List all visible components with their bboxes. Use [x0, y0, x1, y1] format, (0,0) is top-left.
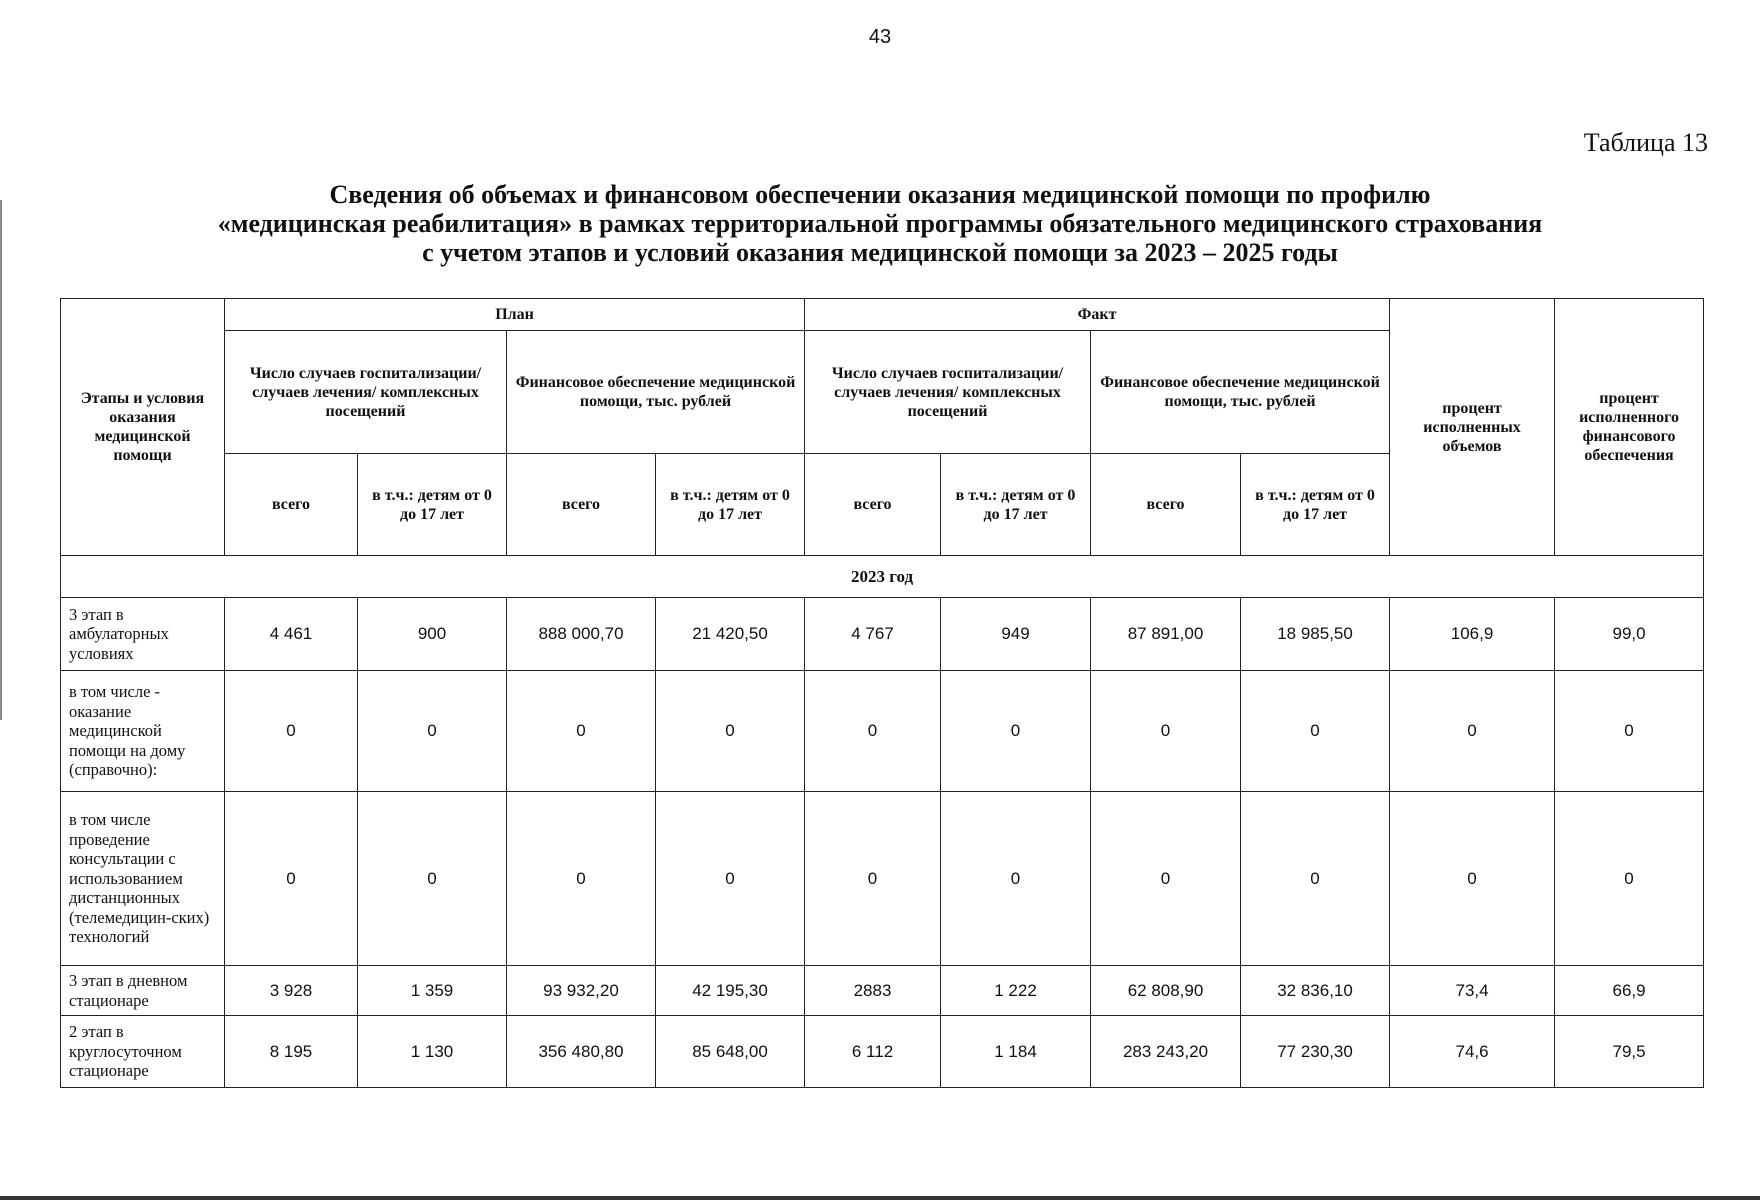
value-cell: 21 420,50 [656, 598, 805, 671]
table-row [61, 792, 1704, 966]
value-cell: 0 [507, 671, 656, 792]
title-line: Сведения об объемах и финансовом обеспечении оказания медицинской помощи по профилю [329, 180, 1431, 209]
value-cell: 87 891,00 [1091, 598, 1241, 671]
page-number: 43 [868, 26, 892, 48]
value-cell: 66,9 [1555, 966, 1704, 1016]
value-cell: 0 [941, 792, 1091, 966]
value-cell: 1 130 [358, 1016, 507, 1088]
title-line: с учетом этапов и условий оказания медицинской помощи за 2023 – 2025 годы [422, 238, 1338, 267]
value-cell: 0 [1555, 792, 1704, 966]
header-children: в т.ч.: детям от 0 до 17 лет [941, 454, 1091, 556]
value-cell: 0 [1390, 792, 1555, 966]
value-cell: 18 985,50 [1241, 598, 1390, 671]
table-row [61, 966, 1704, 1016]
value-cell: 106,9 [1390, 598, 1555, 671]
value-cell: 79,5 [1555, 1016, 1704, 1088]
header-children: в т.ч.: детям от 0 до 17 лет [656, 454, 805, 556]
value-cell: 949 [941, 598, 1091, 671]
value-cell: 1 222 [941, 966, 1091, 1016]
value-cell: 93 932,20 [507, 966, 656, 1016]
header-fact-finance: Финансовое обеспечение медицинской помощи, тыс. рублей [1091, 331, 1390, 454]
stage-cell: 2 этап в круглосуточном стационаре [61, 1016, 225, 1088]
table-label: Таблица 13 [1583, 128, 1708, 157]
year-row: 2023 год [61, 556, 1704, 598]
value-cell: 8 195 [225, 1016, 358, 1088]
header-percent-volume: процент исполненных объемов [1390, 299, 1555, 556]
header-total: всего [507, 454, 656, 556]
value-cell: 0 [358, 792, 507, 966]
value-cell: 3 928 [225, 966, 358, 1016]
header-fact-cases: Число случаев госпитализации/ случаев лечения/ комплексных посещений [805, 331, 1091, 454]
stage-cell: 3 этап в дневном стационаре [61, 966, 225, 1016]
header-fact: Факт [805, 299, 1390, 331]
table-row [61, 598, 1704, 671]
value-cell: 32 836,10 [1241, 966, 1390, 1016]
value-cell: 0 [358, 671, 507, 792]
value-cell: 900 [358, 598, 507, 671]
table-header [61, 299, 1704, 598]
value-cell: 0 [1555, 671, 1704, 792]
rehabilitation-table [60, 298, 1704, 1088]
value-cell: 73,4 [1390, 966, 1555, 1016]
value-cell: 77 230,30 [1241, 1016, 1390, 1088]
table-row [61, 1016, 1704, 1088]
value-cell: 888 000,70 [507, 598, 656, 671]
header-stages: Этапы и условия оказания медицинской помощи [61, 299, 225, 556]
stage-cell: 3 этап в амбулаторных условиях [61, 598, 225, 671]
header-children: в т.ч.: детям от 0 до 17 лет [1241, 454, 1390, 556]
value-cell: 42 195,30 [656, 966, 805, 1016]
bottom-rule [0, 1196, 1760, 1200]
value-cell: 1 184 [941, 1016, 1091, 1088]
value-cell: 0 [1241, 792, 1390, 966]
value-cell: 6 112 [805, 1016, 941, 1088]
value-cell: 0 [805, 792, 941, 966]
value-cell: 0 [1390, 671, 1555, 792]
stage-cell: в том числе - оказание медицинской помощи на дому (справочно): [61, 671, 225, 792]
document-title [110, 180, 1650, 267]
value-cell: 74,6 [1390, 1016, 1555, 1088]
table-body [61, 598, 1704, 1088]
title-line: «медицинская реабилитация» в рамках территориальной программы обязательного медицинского страхования [217, 209, 1543, 238]
header-total: всего [225, 454, 358, 556]
value-cell: 283 243,20 [1091, 1016, 1241, 1088]
value-cell: 62 808,90 [1091, 966, 1241, 1016]
header-plan-cases: Число случаев госпитализации/ случаев лечения/ комплексных посещений [225, 331, 507, 454]
value-cell: 0 [656, 792, 805, 966]
value-cell: 0 [656, 671, 805, 792]
value-cell: 0 [1091, 671, 1241, 792]
value-cell: 85 648,00 [656, 1016, 805, 1088]
value-cell: 1 359 [358, 966, 507, 1016]
value-cell: 0 [1241, 671, 1390, 792]
value-cell: 0 [225, 671, 358, 792]
header-children: в т.ч.: детям от 0 до 17 лет [358, 454, 507, 556]
value-cell: 4 461 [225, 598, 358, 671]
scan-edge [0, 200, 2, 720]
value-cell: 0 [507, 792, 656, 966]
value-cell: 0 [225, 792, 358, 966]
value-cell: 0 [941, 671, 1091, 792]
value-cell: 0 [1091, 792, 1241, 966]
value-cell: 2883 [805, 966, 941, 1016]
header-plan: План [225, 299, 805, 331]
value-cell: 99,0 [1555, 598, 1704, 671]
header-percent-finance: процент исполненного финансового обеспечения [1555, 299, 1704, 556]
value-cell: 0 [805, 671, 941, 792]
value-cell: 356 480,80 [507, 1016, 656, 1088]
stage-cell: в том числе проведение консультации с использованием дистанционных (телемедицин-ских) технологий [61, 792, 225, 966]
value-cell: 4 767 [805, 598, 941, 671]
header-total: всего [805, 454, 941, 556]
header-plan-finance: Финансовое обеспечение медицинской помощи, тыс. рублей [507, 331, 805, 454]
header-total: всего [1091, 454, 1241, 556]
table-row [61, 671, 1704, 792]
